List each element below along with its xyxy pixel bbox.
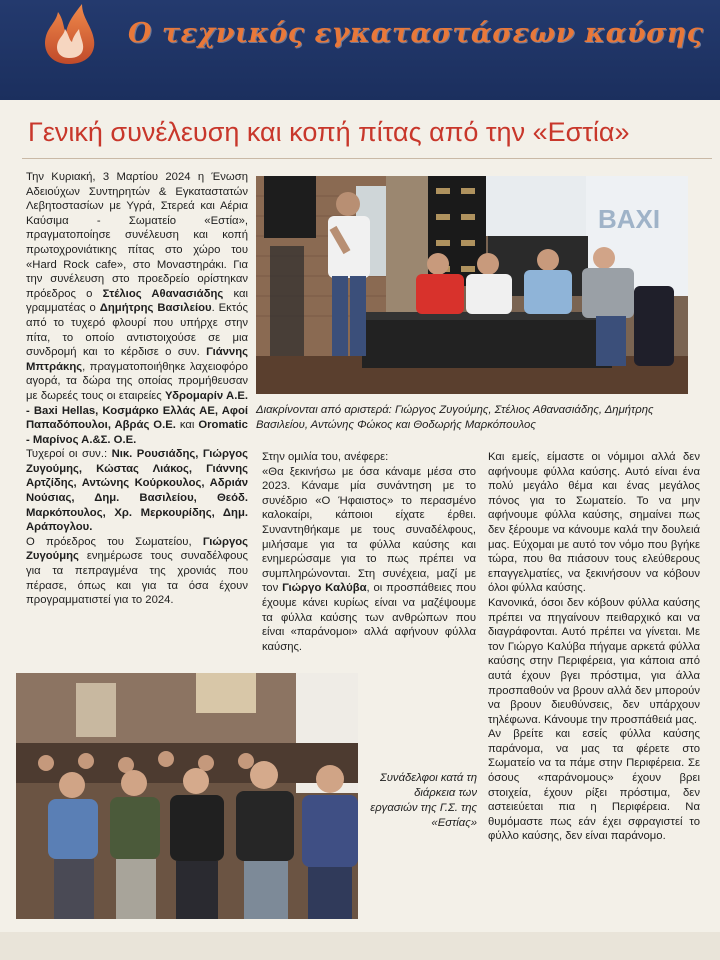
page-bottom-edge <box>0 932 720 960</box>
left-paragraph-3: Ο πρόεδρος του Σωματείου, Γιώργος Ζυγούμης ενημέρωσε τους συναδέλφους για τα πεπραγμένα της χρονιάς που πέρασε, όπως και για τα όσα έχουν προγραμματιστεί για το 2024. <box>26 535 248 607</box>
title-divider <box>22 158 712 159</box>
article-title: Γενική συνέλευση και κοπή πίτας από την «Εστία» <box>28 117 630 147</box>
panel-photo <box>256 176 688 394</box>
left-paragraph-1: Την Κυριακή, 3 Μαρτίου 2024 η Ένωση Αδειούχων Συντηρητών & Εγκαταστατών Λεβητοστασίων με Υγρά, Στερεά και Αέρια Καύσιμα - Σωματείο «Εστία», πραγματοποίησε συνέλευση και κοπή πρωτοχρονιάτικης πίτας στο χώρο του «Hard Rock cafe», στο Μοναστηράκι. Για την συνέλευση στο προεδρείο ορίστηκαν πρόεδρος ο Στέλιος Αθανασιάδης και γραμματέας ο Δημήτρης Βασιλείου. Εκτός από το τυχερό φλουρί που υπήρχε στην πίτα, το οποίο αντιστοιχούσε σε μια συνδρομή και το κέρδισε ο συν. Γιάννης Μπτράκης, πραγματοποιήθηκε λαχειοφόρο αγορά, τα δώρα της οποίας προμήθευσαν με δωρεές τους οι εταιρείες Υδρομαρίν Α.Ε. - Baxi Hellas, Κοσμάρκο Ελλάς ΑΕ, Αφοί Παπαδόπουλοι, Αβράς Ο.Ε. και Oromatic - Μαρίνος Α.&Σ. Ο.Ε. <box>26 171 249 446</box>
right-paragraph-1: Και εμείς, είμαστε οι νόμιμοι αλλά δεν αφήνουμε φύλλα καύσης. Αυτό είναι ένα πολύ μεγάλο θέμα και ένας μεγάλος πόνος για το Σωματείο. Το να μην αφήνουμε φύλλα καύσης, σημαίνει πως δεν ξέρουμε να κάνουμε καλά την δουλειά μας. Εύχομαι με αυτό τον νόμο που βγήκε τώρα, που θα πιάσουν τους ελεύθερους επαγγελματίες, να ξεκινήσουν να κόβουν όλοι φύλλα καύσης. <box>488 451 700 595</box>
left-column-text <box>26 170 248 608</box>
panel-photo-caption: Διακρίνονται από αριστερά: Γιώργος Ζυγούμης, Στέλιος Αθανασιάδης, Δημήτρης Βασιλείου, Αντώνης Φώκος και Θοδωρής Μαρκόπουλος <box>256 404 654 431</box>
mid-intro: Στην ομιλία του, ανέφερε: <box>262 451 389 463</box>
mid-quote: «Θα ξεκινήσω με όσα κάναμε μέσα στο 2023. Κάναμε μία συνάντηση με το συνέδριο «Ο Ήφαιστος» το περασμένο καλοκαίρι, κάποιοι είχατε έρθει. Συναντηθήκαμε με τους συναδέλφους, μιλήσαμε για τα φύλλα καύσης και ενημερώσαμε για το πως πρέπει να συμπληρώνονται. Στη συνέχεια, μαζί με τον Γιώργο Καλύβα, οι προσπάθειες που έχουμε κάνει κυρίως είναι να μαζέψουμε τα φύλλα καύσης των ανθρώπων που είναι «παράνομοι» αλλά αφήνουν φύλλα καύσης. <box>262 465 476 653</box>
baxi-banner-text: BAXI <box>598 204 661 234</box>
audience-photo-caption: Συνάδελφοι κατά τη διάρκεια των εργασιών της Γ.Σ. της «Εστίας» <box>370 772 477 829</box>
flame-logo-icon <box>36 2 102 68</box>
middle-column-text <box>262 450 476 654</box>
section-title: Ο τεχνικός εγκαταστάσεων καύσης <box>128 18 704 49</box>
right-paragraph-3: Αν βρείτε και εσείς φύλλα καύσης παράνομα, να μας τα φέρετε στο Σωματείο να τα πάμε στην Περιφέρεια. Σε όσους «παράνομους» έχουν βρει στοιχεία, έχουν ρίξει πρόστιμα, δεν αστειεύεται πια η Περιφέρεια. Να θυμόμαστε πως εάν έχει σφραγιστεί το φύλλο καύσης, δεν είναι παράνομο. <box>488 728 700 843</box>
right-paragraph-2: Κανονικά, όσοι δεν κόβουν φύλλα καύσης πρέπει να πηγαίνουν πειθαρχικό και να διαγράφονται. Αυτό πρέπει να γίνεται. Με τον Γιώργο Καλύβα πήγαμε αρκετά φύλλα καύσης στην Περιφέρεια, για κάποια από αυτά έχουν βγει πρόστιμα, για άλλα προσπαθούν να βρουν αλλά δεν μπορούν να βρουν διευθύνσεις, δεν υπάρχουν τηλέφωνα. Κάνουμε την προσπάθειά μας. <box>488 596 700 726</box>
right-column-text <box>488 450 700 844</box>
magazine-header <box>0 0 720 100</box>
left-paragraph-2: Τυχεροί οι συν.: Νικ. Ρουσιάδης, Γιώργος Ζυγούμης, Κώστας Λιάκος, Γιάννης Αρτζίδης, Αντώνης Κούρκουλος, Αδριάν Νούσιας, Δημ. Βασιλείου, Θεόδ. Μαρκόπουλος, Χρ. Μερκουρίδης, Δημ. Αράπογλου. <box>26 448 248 534</box>
audience-photo <box>16 673 358 919</box>
